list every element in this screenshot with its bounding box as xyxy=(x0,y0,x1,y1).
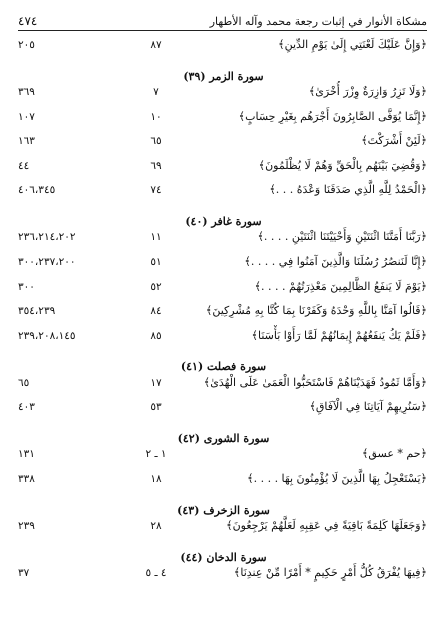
page-references: ١٣١ xyxy=(18,448,35,461)
verse-text: ﴿سَنُرِيهِمْ آيَاتِنَا فِي الْآفَاقِ﴾ xyxy=(309,400,427,414)
index-row xyxy=(0,276,447,298)
verse-number: ١١ xyxy=(150,231,162,244)
page-references: ٣٣٨ xyxy=(18,473,35,485)
index-row xyxy=(0,396,447,418)
index-row xyxy=(0,226,447,248)
verse-text: ﴿يَسْتَعْجِلُ بِهَا الَّذِينَ لَا يُؤْمِنُونَ بِهَا . . . .﴾ xyxy=(247,472,427,485)
verse-number: ١٠ xyxy=(150,110,162,123)
verse-number: ١٧ xyxy=(150,376,162,389)
page-references: ٣٥٤،٢٣٩ xyxy=(18,305,56,318)
verse-text: ﴿إِنَّا لَنَنصُرُ رُسُلَنَا وَالَّذِينَ آمَنُوا فِي . . . .﴾ xyxy=(244,255,427,268)
page-references: ٤٠٦،٣٤٥ xyxy=(18,184,56,197)
verse-number: ١ ـ ٢ xyxy=(145,448,167,461)
page-references: ٢٠٥ xyxy=(18,39,35,51)
index-row xyxy=(0,34,447,56)
verse-text: ﴿فِيهَا يُفْرَقُ كُلُّ أَمْرٍ حَكِيمٍ * أَمْرًا مِّنْ عِندِنَا﴾ xyxy=(233,566,427,579)
verse-number: ٤ ـ ٥ xyxy=(145,567,167,579)
verse-text: ﴿وَلَا تَزِرُ وَازِرَةٌ وِزْرَ أُخْرَىٰ﴾ xyxy=(308,85,427,98)
verse-number: ٧٤ xyxy=(150,184,162,197)
verse-text: ﴿رَبَّنَا أَمَتَّنَا اثْنَتَيْنِ وَأَحْيَيْتَنَا اثْنَتَيْنِ . . . .﴾ xyxy=(257,230,427,244)
index-row xyxy=(0,325,447,347)
verse-number: ٥٢ xyxy=(150,280,162,293)
index-row xyxy=(0,372,447,394)
index-row xyxy=(0,300,447,322)
index-row xyxy=(0,251,447,273)
verse-number: ٨٤ xyxy=(150,305,162,318)
page-references: ٤٠٣ xyxy=(18,401,35,414)
surah-heading: سورة الزمر (٣٩) xyxy=(183,69,264,83)
index-row xyxy=(0,179,447,201)
page-references: ٦٥ xyxy=(18,376,30,389)
surah-heading: سورة غافر (٤٠) xyxy=(185,215,262,228)
verse-number: ٨٧ xyxy=(150,39,162,51)
page-number: ٤٧٤ xyxy=(18,14,38,28)
verse-number: ٦٥ xyxy=(150,135,162,148)
verse-text: ﴿وَإِنَّ عَلَيْكَ لَعْنَتِي إِلَىٰ يَوْمِ الدِّينِ﴾ xyxy=(278,38,427,51)
verse-number: ١٨ xyxy=(150,473,162,485)
page-references: ٣٠٠،٢٣٧،٢٠٠ xyxy=(18,256,76,268)
surah-heading: سورة الزخرف (٤٣) xyxy=(177,503,270,517)
index-row xyxy=(0,130,447,152)
index-row xyxy=(0,81,447,103)
verse-number: ٦٩ xyxy=(150,159,162,172)
verse-text: ﴿وَجَعَلَهَا كَلِمَةً بَاقِيَةً فِي عَقِبِهِ لَعَلَّهُمْ يَرْجِعُونَ﴾ xyxy=(226,519,427,532)
header-rule xyxy=(18,30,427,31)
surah-heading: سورة فصلت (٤١) xyxy=(180,360,267,374)
index-row xyxy=(0,468,447,490)
surah-heading: سورة الشورى (٤٢) xyxy=(177,432,270,445)
page-header xyxy=(18,8,427,28)
page-references: ٢٣٩،٢٠٨،١٤٥ xyxy=(18,329,76,342)
verse-number: ٥٣ xyxy=(150,401,162,414)
page-references: ٢٣٦،٢١٤،٢٠٢ xyxy=(18,231,76,244)
verse-text: ﴿لَئِنْ أَشْرَكْتَ﴾ xyxy=(361,134,427,148)
page-references: ٣٠٠ xyxy=(18,280,35,293)
running-title: مشكاة الأنوار في إثبات رجعة محمد وآله الأطهار xyxy=(209,15,427,28)
verse-number: ٥١ xyxy=(150,256,162,268)
index-row xyxy=(0,155,447,177)
page-references: ٢٣٩ xyxy=(18,520,35,532)
index-row xyxy=(0,515,447,537)
verse-text: ﴿يَوْمَ لَا يَنفَعُ الظَّالِمِينَ مَعْذِرَتُهُمْ . . . .﴾ xyxy=(254,279,427,293)
verse-text: ﴿الْحَمْدُ لِلَّهِ الَّذِي صَدَقَنَا وَعْدَهُ . . .﴾ xyxy=(269,183,427,197)
verse-text: ﴿فَلَمْ يَكُ يَنفَعُهُمْ إِيمَانُهُمْ لَمَّا رَأَوْا بَأْسَنَا﴾ xyxy=(251,328,427,342)
verse-text: ﴿قَالُوا آمَنَّا بِاللَّهِ وَحْدَهُ وَكَفَرْنَا بِمَا كُنَّا بِهِ مُشْرِكِينَ﴾ xyxy=(205,304,427,318)
page-references: ٣٦٩ xyxy=(18,86,35,98)
index-row xyxy=(0,106,447,128)
verse-text: ﴿إِنَّمَا يُوَفَّى الصَّابِرُونَ أَجْرَهُم بِغَيْرِ حِسَابٍ﴾ xyxy=(238,109,427,123)
verse-text: ﴿وَأَمَّا ثَمُودُ فَهَدَيْنَاهُمْ فَاسْتَحَبُّوا الْعَمَىٰ عَلَى الْهُدَىٰ﴾ xyxy=(203,375,427,389)
verse-text: ﴿وَقُضِيَ بَيْنَهُم بِالْحَقِّ وَهُمْ لَا يُظْلَمُونَ﴾ xyxy=(258,158,427,172)
page-references: ١٦٣ xyxy=(18,135,35,148)
verse-number: ٢٨ xyxy=(150,520,162,532)
page-references: ٤٤ xyxy=(18,159,30,172)
index-row xyxy=(0,443,447,465)
page-references: ١٠٧ xyxy=(18,110,35,123)
verse-text: ﴿حم * عسق﴾ xyxy=(361,447,427,461)
verse-number: ٧ xyxy=(153,86,159,98)
surah-heading: سورة الدخان (٤٤) xyxy=(180,550,267,564)
index-row xyxy=(0,562,447,584)
page-references: ٣٧ xyxy=(18,567,30,579)
verse-number: ٨٥ xyxy=(150,329,162,342)
